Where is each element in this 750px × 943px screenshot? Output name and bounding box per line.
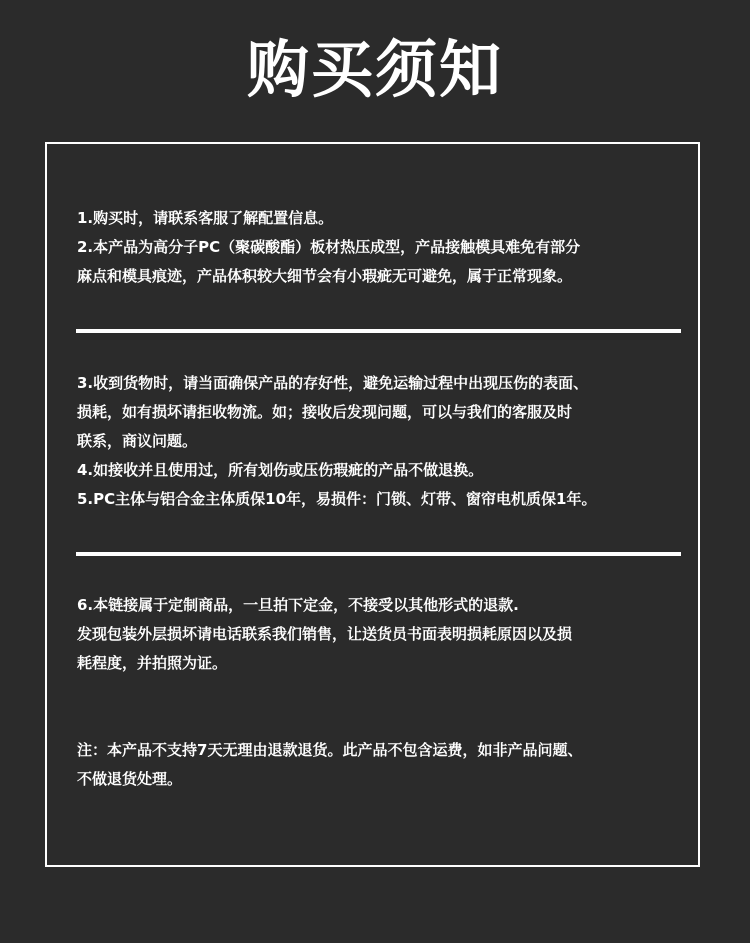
notice-line: 损耗，如有损坏请拒收物流。如；接收后发现问题，可以与我们的客服及时 [77,403,573,421]
section-divider [76,552,681,556]
section-divider [76,329,681,333]
notice-line: 3.收到货物时，请当面确保产品的存好性，避免运输过程中出现压伤的表面、 [77,374,589,392]
notice-line: 5.PC主体与铝合金主体质保10年，易损件：门锁、灯带、窗帘电机质保1年。 [77,490,597,508]
notice-line: 发现包装外层损坏请电话联系我们销售，让送货员书面表明损耗原因以及损 [77,625,573,643]
notice-line: 注：本产品不支持7天无理由退款退货。此产品不包含运费，如非产品问题、 [77,741,583,759]
notice-line: 联系，商议问题。 [77,432,198,450]
notice-section-3 [77,591,697,678]
notice-line: 不做退货处理。 [77,770,183,788]
notice-line: 4.如接收并且使用过，所有划伤或压伤瑕疵的产品不做退换。 [77,461,484,479]
notice-line: 耗程度，并拍照为证。 [77,654,228,672]
notice-line: 6.本链接属于定制商品，一旦拍下定金，不接受以其他形式的退款. [77,596,519,614]
notice-line: 1.购买时，请联系客服了解配置信息。 [77,209,334,227]
notice-section-2 [77,369,697,514]
page-title: 购买须知 [246,33,503,106]
notice-panel [45,142,700,867]
notice-note [77,736,697,794]
notice-section-1 [77,204,697,291]
notice-line: 2.本产品为高分子PC（聚碳酸酯）板材热压成型，产品接触模具难免有部分 [77,238,581,256]
notice-line: 麻点和模具痕迹，产品体积较大细节会有小瑕疵无可避免，属于正常现象。 [77,267,573,285]
